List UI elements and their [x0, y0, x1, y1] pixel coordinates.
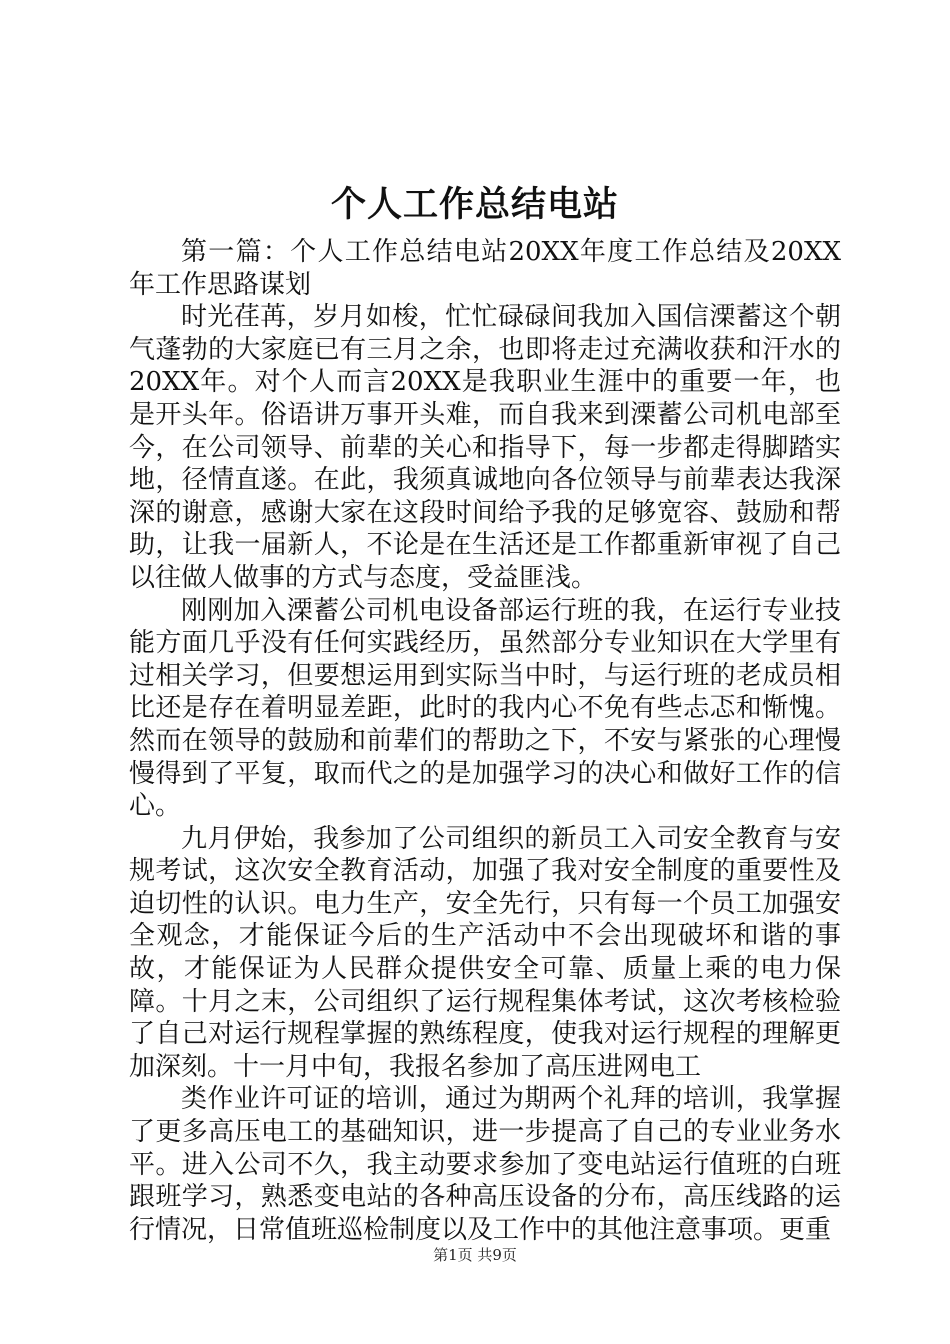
- page-number-footer: 第1页 共9页: [433, 1246, 517, 1264]
- paragraph-heading: 第一篇：个人工作总结电站20XX年度工作总结及20XX年工作思路谋划: [129, 237, 841, 300]
- paragraph: 时光荏苒，岁月如梭，忙忙碌碌间我加入国信溧蓄这个朝气蓬勃的大家庭已有三月之余，也即将走过充满收获和汗水的20XX年。对个人而言20XX是我职业生涯中的重要一年，也是开头年。俗语讲万事开头难，而自我来到溧蓄公司机电部至今，在公司领导、前辈的关心和指导下，每一步都走得脚踏实地，径情直遂。在此，我须真诚地向各位领导与前辈表达我深深的谢意，感谢大家在这段时间给予我的足够宽容、鼓励和帮助，让我一届新人，不论是在生活还是工作都重新审视了自己以往做人做事的方式与态度，受益匪浅。: [129, 302, 841, 593]
- paragraph: 类作业许可证的培训，通过为期两个礼拜的培训，我掌握了更多高压电工的基础知识，进一步提高了自己的专业业务水平。进入公司不久，我主动要求参加了变电站运行值班的白班跟班学习，熟悉变电站的各种高压设备的分布，高压线路的运行情况，日常值班巡检制度以及工作中的其他注意事项。更重: [129, 1084, 841, 1245]
- document-body: [129, 236, 841, 1246]
- paragraph: 刚刚加入溧蓄公司机电设备部运行班的我，在运行专业技能方面几乎没有任何实践经历，虽然部分专业知识在大学里有过相关学习，但要想运用到实际当中时，与运行班的老成员相比还是存在着明显差距，此时的我内心不免有些忐忑和惭愧。然而在领导的鼓励和前辈们的帮助之下，不安与紧张的心理慢慢得到了平复，取而代之的是加强学习的决心和做好工作的信心。: [129, 595, 841, 822]
- paragraph: 九月伊始，我参加了公司组织的新员工入司安全教育与安规考试，这次安全教育活动，加强了我对安全制度的重要性及迫切性的认识。电力生产，安全先行，只有每一个员工加强安全观念，才能保证今后的生产活动中不会出现破坏和谐的事故，才能保证为人民群众提供安全可靠、质量上乘的电力保障。十月之末，公司组织了运行规程集体考试，这次考核检验了自己对运行规程掌握的熟练程度，使我对运行规程的理解更加深刻。十一月中旬，我报名参加了高压进网电工: [129, 823, 841, 1082]
- document-title: 个人工作总结电站: [330, 184, 619, 225]
